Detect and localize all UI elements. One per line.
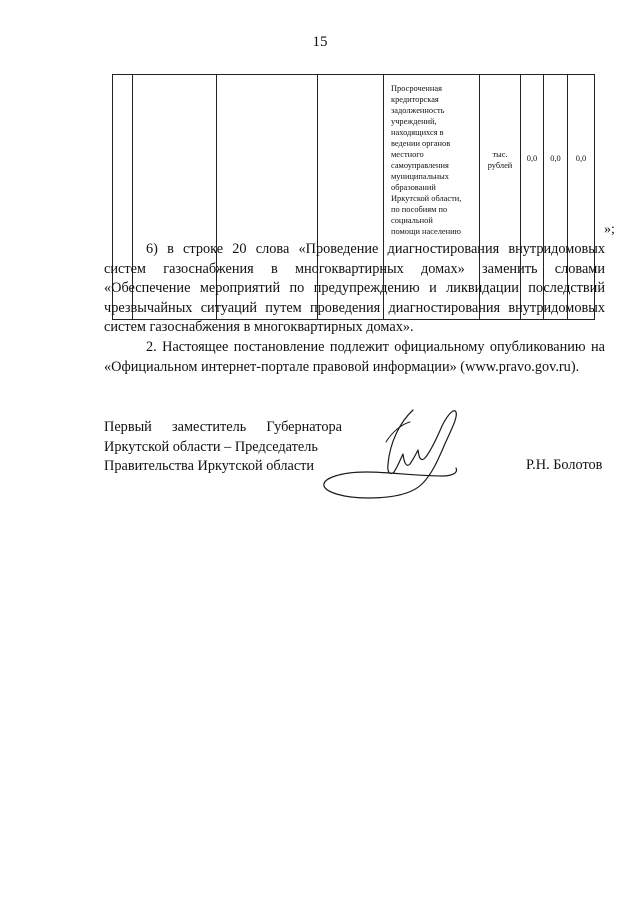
signer-title: Первый заместитель Губернатора Иркутской области – Председатель Правительства Иркутской области (104, 419, 342, 475)
paragraph-item-2: 2. Настоящее постановление подлежит официальному опубликованию на «Официальном интернет-портале правовой информации» (www.pravo.gov.ru). (104, 339, 605, 375)
table-cell-value: 0,0 (544, 75, 568, 320)
signer-name: Р.Н. Болотов (526, 457, 603, 473)
table-cell-value: 0,0 (521, 75, 544, 320)
handwritten-signature (318, 402, 488, 508)
table-cell-value: 0,0 (568, 75, 595, 320)
table-cell-indicator: Просроченная кредиторская задолженность учреждений, находящихся в ведении органов местного самоуправления муниципальных образований Иркутской области, по пособиям по социальной помощи населению (384, 75, 480, 320)
page-number: 15 (312, 34, 328, 50)
table-cell-unit: тыс. рублей (480, 75, 521, 320)
closing-quote: »; (604, 222, 615, 237)
paragraph-item-6: 6) в строке 20 слова «Проведение диагностирования внутридомовых систем газоснабжения в многоквартирных домах» заменить словами «Обеспечение мероприятий по предупреждению и ликвидации последствий чрезвычайных ситуаций путем проведения диагностирования внутридомовых систем газоснабжения в многоквартирных домах». (104, 241, 605, 336)
